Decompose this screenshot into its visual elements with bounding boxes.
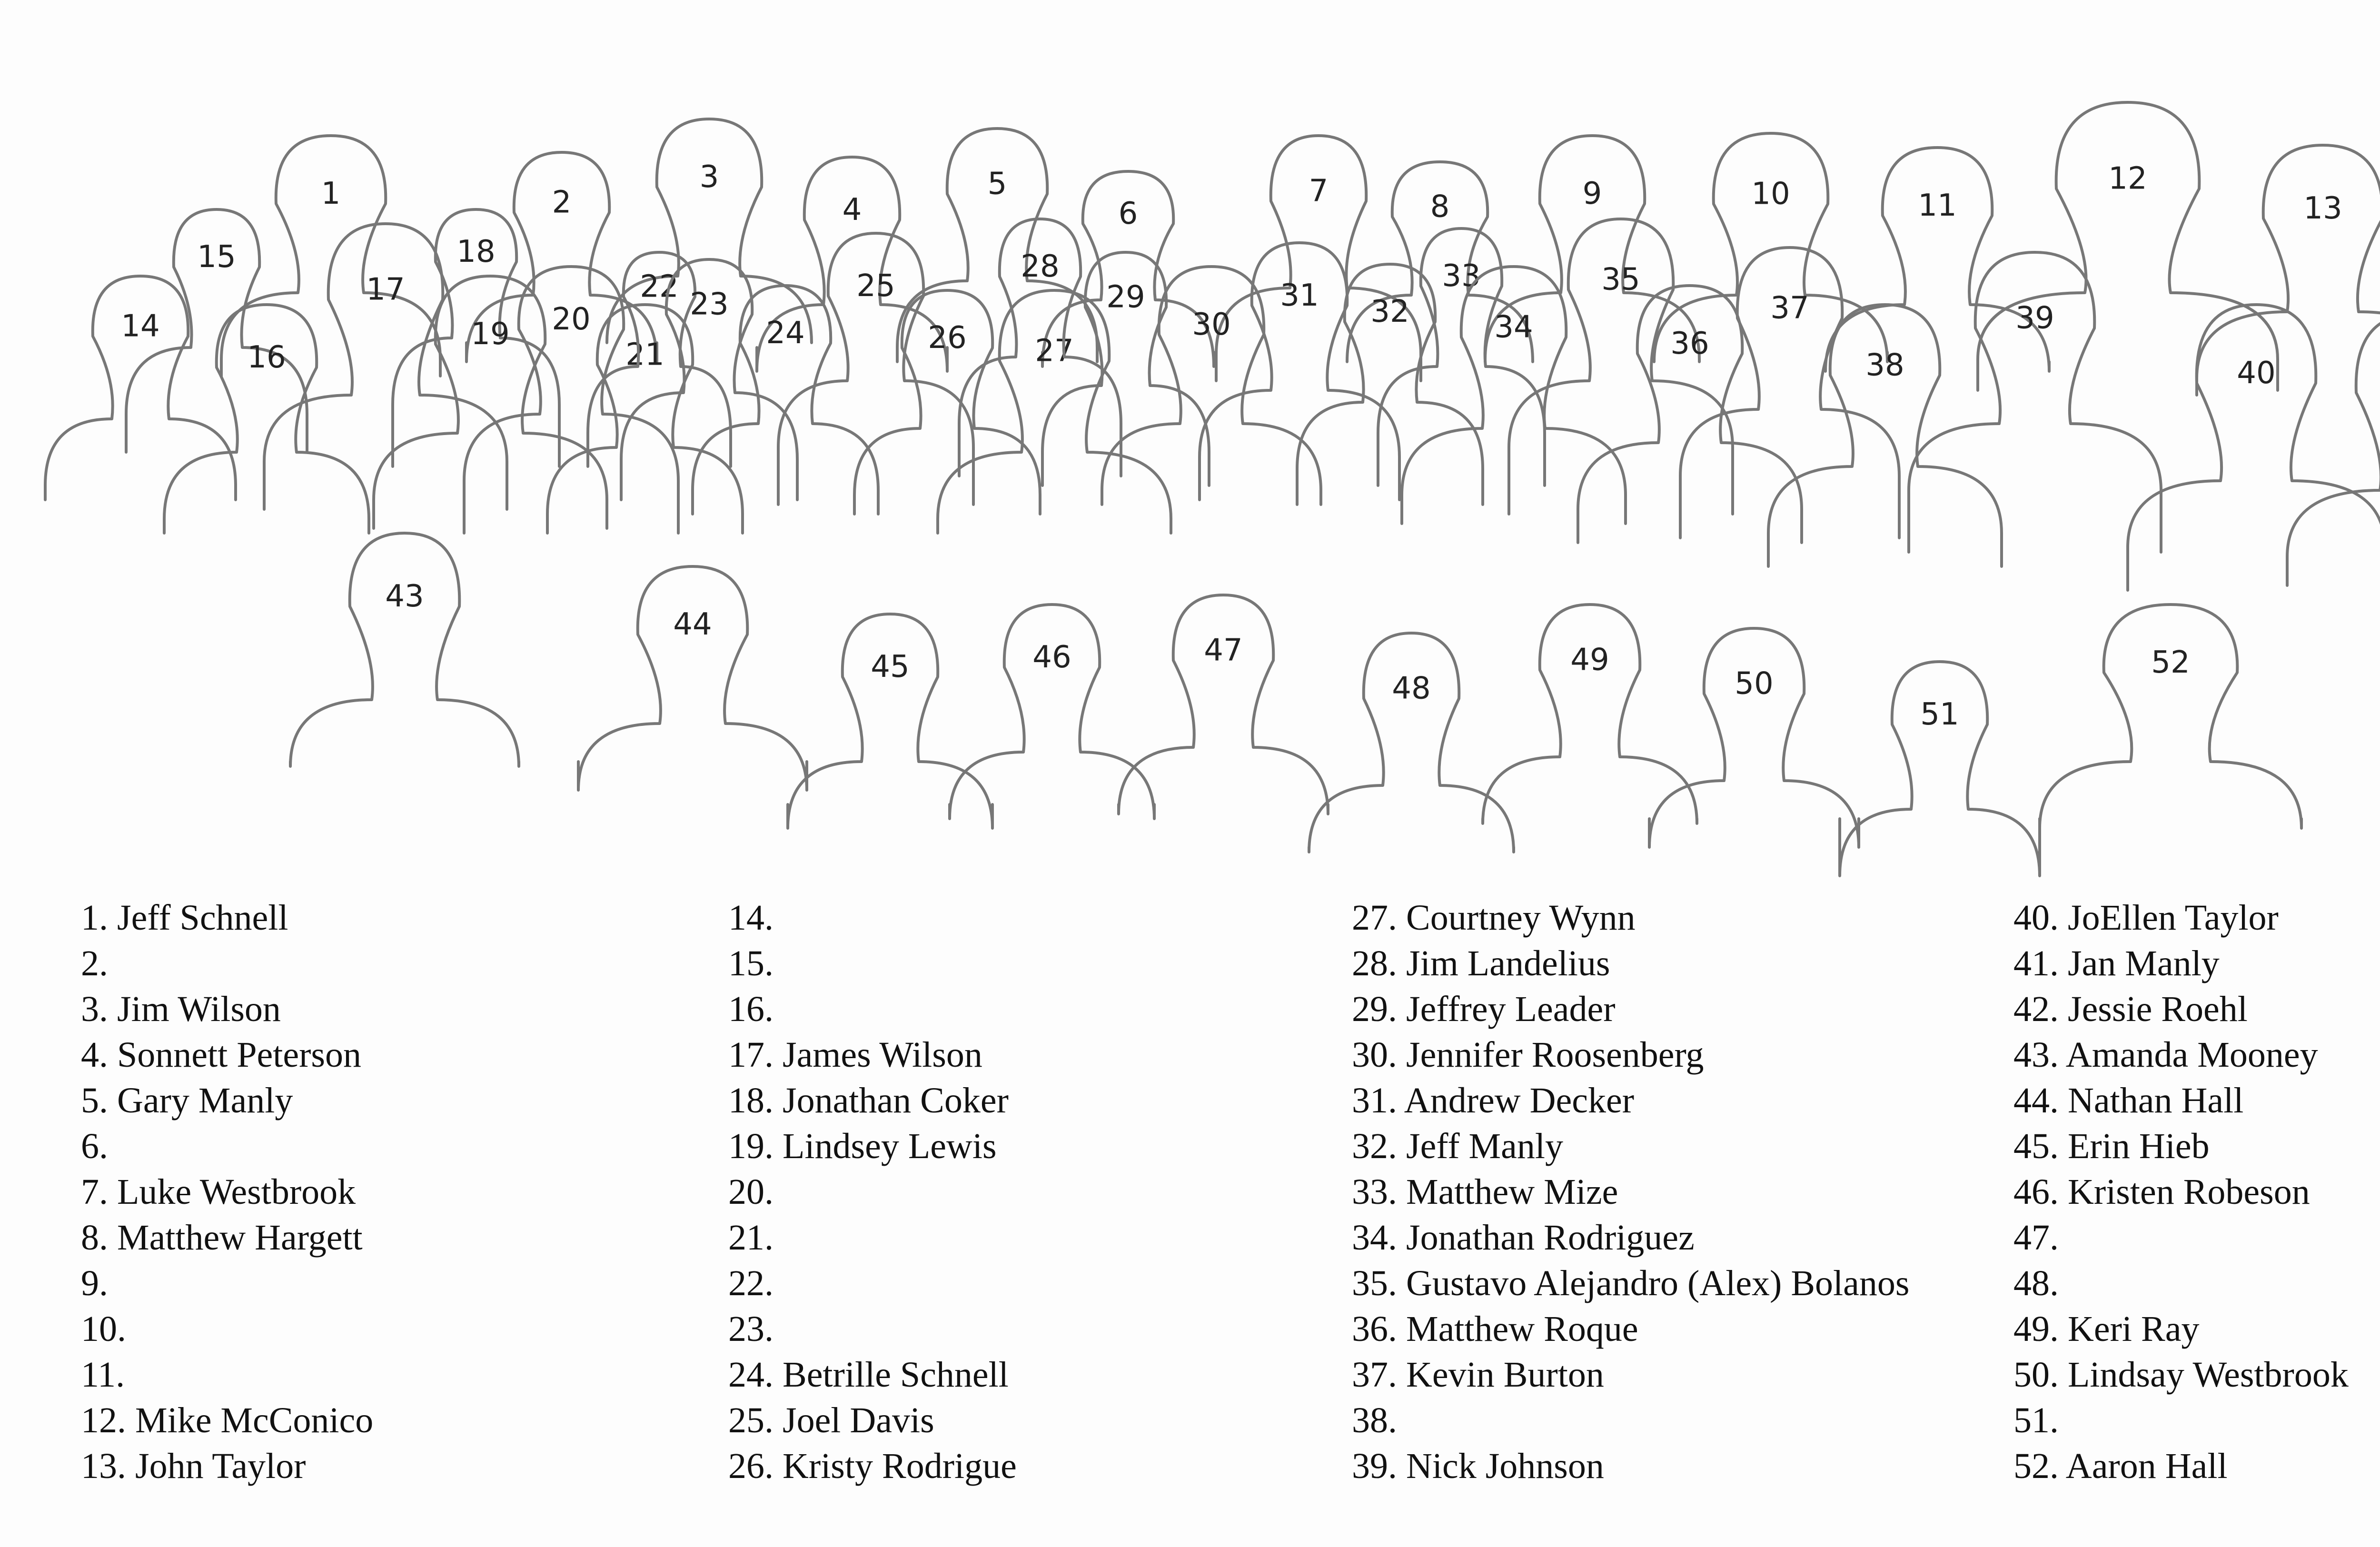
person-47 [1119,595,1328,814]
legend-entry-47: 47. [2013,1218,2059,1258]
person-number-label: 13 [2303,191,2342,226]
legend-entry-16: 16. [728,989,774,1029]
silhouette-outline [788,614,992,828]
silhouette-outline [1978,102,2278,390]
person-number-label: 20 [552,302,591,337]
legend-entry-31: 31. Andrew Decker [1352,1081,1635,1121]
legend-entry-37: 37. Kevin Burton [1352,1355,1604,1395]
person-number-label: 15 [197,239,236,275]
legend-entry-50: 50. Lindsay Westbrook [2013,1355,2349,1395]
person-number-label: 44 [673,607,712,642]
legend-column-4 [2013,895,2380,1514]
person-number-label: 23 [690,287,729,322]
person-52 [2040,605,2301,828]
person-number-label: 14 [121,308,160,344]
silhouette-outline [897,129,1097,362]
silhouette-outline [1119,595,1328,814]
silhouette-outline [578,566,807,790]
legend-entry-1: 1. Jeff Schnell [81,898,288,938]
legend-entry-9: 9. [81,1263,108,1303]
person-number-label: 39 [2015,300,2054,336]
legend-entry-32: 32. Jeff Manly [1352,1126,1563,1166]
legend-entry-8: 8. Matthew Hargett [81,1218,363,1258]
legend-column-2 [728,895,1352,1514]
legend-entry-44: 44. Nathan Hall [2013,1081,2244,1121]
name-legend [81,895,2380,1514]
legend-entry-26: 26. Kristy Rodrigue [728,1446,1017,1486]
silhouette-outline [2040,605,2301,828]
legend-entry-13: 13. John Taylor [81,1446,306,1486]
legend-entry-39: 39. Nick Johnson [1352,1446,1604,1486]
legend-entry-38: 38. [1352,1400,1397,1440]
person-16 [164,305,369,533]
person-43 [290,533,519,766]
person-11 [1825,148,2049,371]
legend-entry-2: 2. [81,943,108,983]
person-number-label: 4 [842,192,862,228]
person-14 [45,276,236,500]
person-12 [1978,102,2278,390]
person-number-label: 8 [1430,189,1450,225]
legend-entry-17: 17. James Wilson [728,1035,982,1075]
person-5 [897,129,1097,362]
person-number-label: 11 [1918,188,1957,223]
legend-entry-14: 14. [728,898,774,938]
person-21 [547,305,743,533]
legend-entry-43: 43. Amanda Mooney [2013,1035,2318,1075]
person-number-label: 6 [1118,196,1138,231]
silhouette-outline [1578,286,1802,543]
legend-entry-5: 5. Gary Manly [81,1081,293,1121]
legend-entry-19: 19. Lindsey Lewis [728,1126,997,1166]
person-number-label: 36 [1670,326,1709,361]
person-number-label: 25 [856,268,895,304]
person-36 [1578,286,1802,543]
legend-entry-46: 46. Kristen Robeson [2013,1172,2310,1212]
silhouette-outline [1216,136,1421,381]
person-number-label: 24 [766,316,805,351]
person-number-label: 48 [1392,671,1431,706]
person-number-label: 30 [1192,307,1231,342]
person-number-label: 7 [1309,173,1329,209]
legend-entry-45: 45. Erin Hieb [2013,1126,2210,1166]
person-number-label: 26 [928,320,967,356]
person-number-label: 49 [1570,642,1609,678]
person-41 [2287,314,2380,585]
person-number-label: 16 [247,340,286,375]
legend-entry-6: 6. [81,1126,108,1166]
legend-entry-30: 30. Jennifer Roosenberg [1352,1035,1704,1075]
person-number-label: 28 [1021,249,1060,284]
legend-entry-22: 22. [728,1263,774,1303]
legend-entry-41: 41. Jan Manly [2013,943,2220,983]
legend-entry-24: 24. Betrille Schnell [728,1355,1009,1395]
person-number-label: 27 [1035,333,1074,369]
person-number-label: 50 [1735,666,1774,702]
person-number-label: 40 [2237,356,2276,391]
legend-entry-11: 11. [81,1355,125,1395]
legend-entry-15: 15. [728,943,774,983]
legend-entry-28: 28. Jim Landelius [1352,943,1610,983]
legend-entry-27: 27. Courtney Wynn [1352,898,1636,938]
legend-entry-42: 42. Jessie Roehl [2013,989,2248,1029]
silhouette-outline [290,533,519,766]
person-45 [788,614,992,828]
person-number-label: 19 [471,317,510,352]
legend-entry-21: 21. [728,1218,774,1258]
legend-entry-12: 12. Mike McConico [81,1400,374,1440]
person-7 [1216,136,1421,381]
person-13 [2197,145,2380,395]
person-number-label: 45 [871,649,910,684]
person-number-label: 21 [625,337,664,373]
person-number-label: 38 [1865,347,1904,383]
legend-entry-29: 29. Jeffrey Leader [1352,989,1616,1029]
silhouette-outline [1649,628,1859,847]
person-number-label: 47 [1204,633,1243,668]
person-number-label: 32 [1370,294,1409,329]
legend-entry-34: 34. Jonathan Rodriguez [1352,1218,1695,1258]
legend-entry-35: 35. Gustavo Alejandro (Alex) Bolanos [1352,1263,1910,1303]
person-number-label: 46 [1032,640,1071,675]
person-number-label: 3 [699,159,719,195]
person-number-label: 51 [1920,697,1959,732]
silhouette-outline [2287,314,2380,585]
legend-entry-23: 23. [728,1309,774,1349]
legend-column-1 [81,895,728,1514]
silhouette-outline [164,305,369,533]
person-number-label: 33 [1442,258,1481,294]
legend-entry-48: 48. [2013,1263,2059,1303]
person-number-label: 2 [552,185,572,220]
person-number-label: 43 [385,579,424,614]
silhouette-outline [2128,305,2380,590]
legend-entry-7: 7. Luke Westbrook [81,1172,356,1212]
person-51 [1840,662,2040,876]
person-number-label: 34 [1494,309,1533,345]
person-number-label: 1 [321,176,341,211]
legend-entry-4: 4. Sonnett Peterson [81,1035,361,1075]
person-40 [2128,305,2380,590]
legend-column-3 [1352,895,2013,1514]
person-number-label: 52 [2151,645,2190,680]
legend-entry-10: 10. [81,1309,126,1349]
silhouette-outline [2197,145,2380,395]
person-number-label: 9 [1582,176,1602,211]
legend-entry-3: 3. Jim Wilson [81,989,281,1029]
legend-entry-33: 33. Matthew Mize [1352,1172,1618,1212]
person-20 [464,267,678,533]
silhouette-outline [1840,662,2040,876]
legend-entry-36: 36. Matthew Roque [1352,1309,1638,1349]
person-number-label: 10 [1751,176,1790,212]
person-44 [578,566,807,790]
silhouette-outline [1483,605,1697,823]
person-number-label: 35 [1601,262,1640,298]
person-31 [1200,243,1399,500]
person-49 [1483,605,1697,823]
legend-entry-18: 18. Jonathan Coker [728,1081,1009,1121]
legend-entry-49: 49. Keri Ray [2013,1309,2200,1349]
person-number-label: 22 [640,269,679,305]
person-number-label: 12 [2108,161,2147,197]
legend-entry-25: 25. Joel Davis [728,1400,934,1440]
person-number-label: 18 [456,234,496,269]
legend-entry-20: 20. [728,1172,774,1212]
person-number-label: 29 [1106,279,1145,315]
legend-entry-51: 51. [2013,1400,2059,1440]
legend-entry-40: 40. JoEllen Taylor [2013,898,2279,938]
legend-entry-52: 52. Aaron Hall [2013,1446,2228,1486]
person-number-label: 5 [987,166,1007,202]
silhouette-outline [1825,148,2049,371]
person-number-label: 17 [366,272,405,307]
person-number-label: 37 [1770,290,1809,326]
person-50 [1649,628,1859,847]
person-number-label: 31 [1280,278,1319,313]
